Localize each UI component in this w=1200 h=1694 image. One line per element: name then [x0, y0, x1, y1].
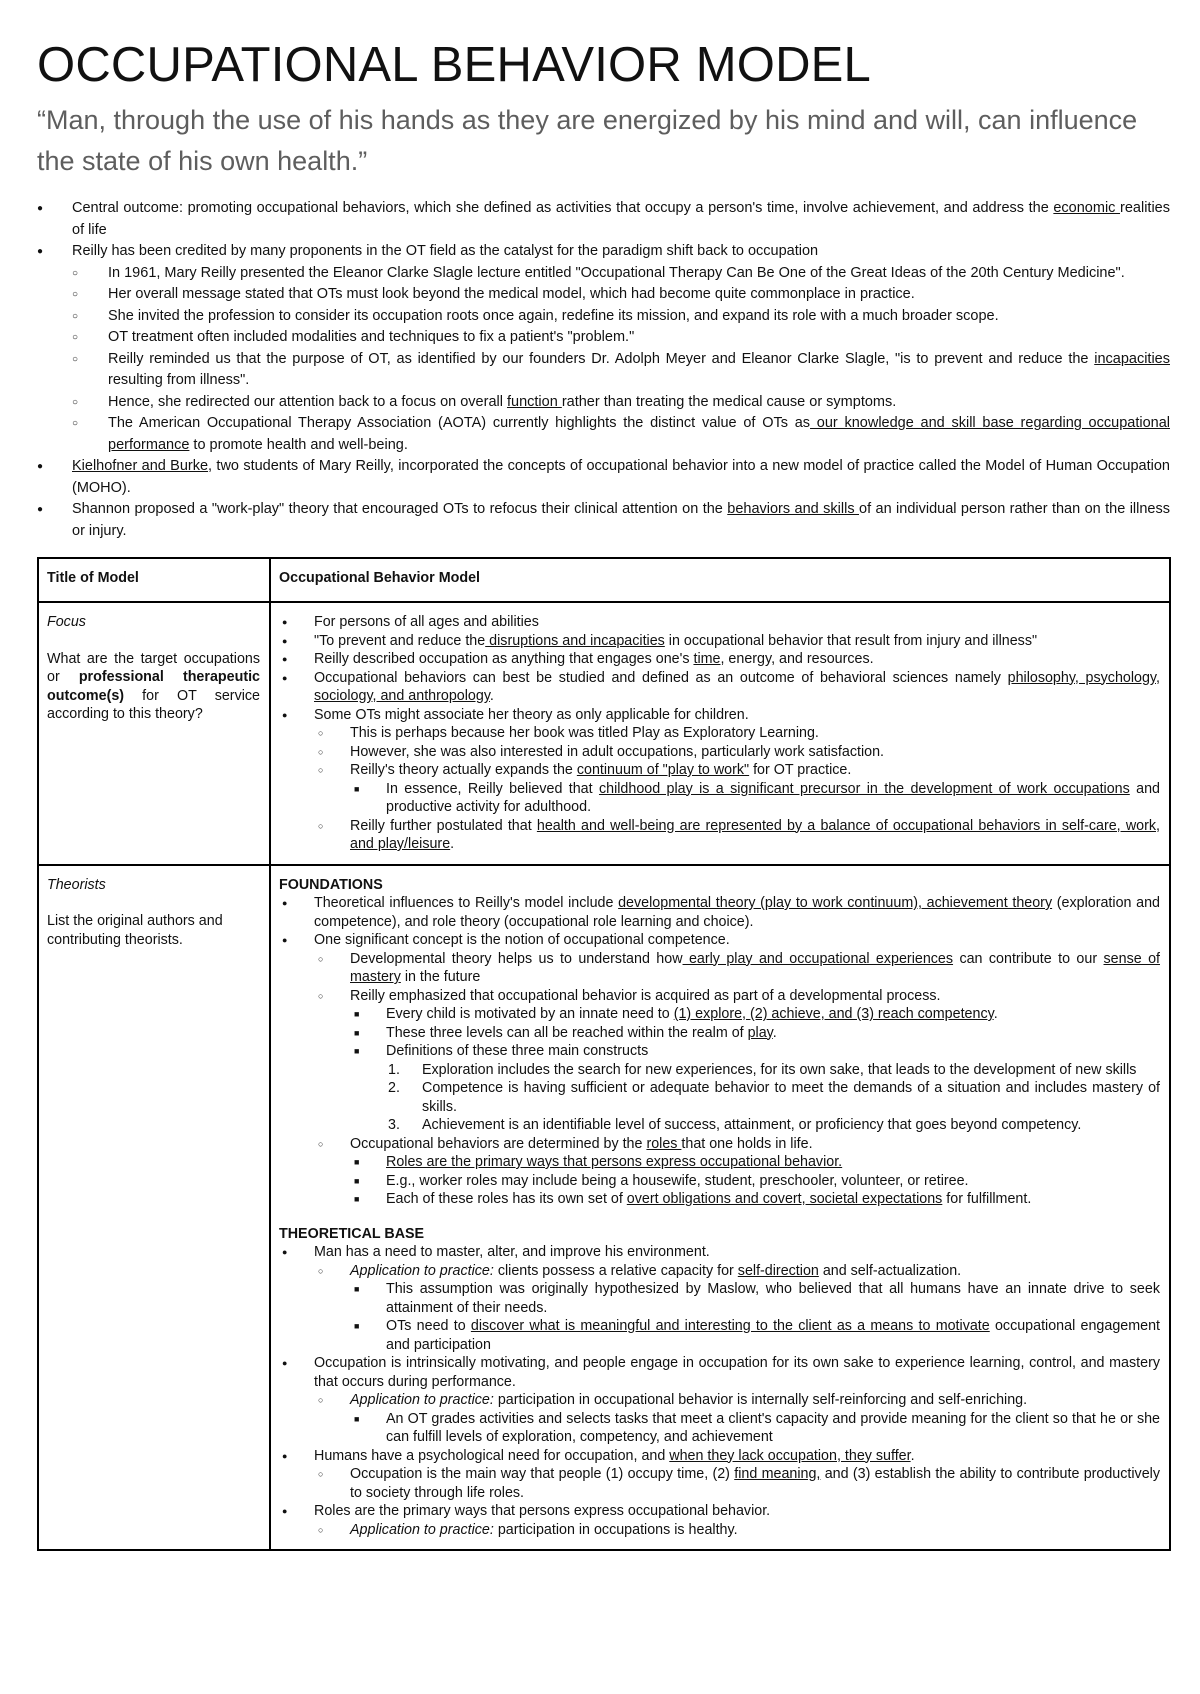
list-item: ● Shannon proposed a "work-play" theory that encouraged OTs to refocus their clinical attention on the behaviors and skills of an individual person rather than on the illness or injury.	[37, 499, 1170, 542]
header-title-of-model: Title of Model	[38, 558, 270, 602]
list-item: 3. Achievement is an identifiable level of success, attainment, or proficiency that goes beyond competency.	[388, 1117, 1082, 1133]
list-item: ○ The American Occupational Therapy Association (AOTA) currently highlights the distinct value of OTs as our knowledge and skill base regarding occupational performance to promote health and well-being.	[72, 413, 1170, 456]
list-item: ■ An OT grades activities and selects tasks that meet a client's capacity and provide meaning for the client so that he or she can fulfill levels of exploration, competency, and achievement	[350, 1410, 1160, 1447]
list-item: ● Man has a need to master, alter, and improve his environment. ○ Application to practice: clients possess a relative capacity for self-direction and self-actualization. ■ This assumption was originally hypothesized by Maslow, who believed that all humans have an innate drive to seek attainment of their needs. ■ OTs need to discover what is meaningful and interesting to the client as a means to motivate occupational engagement and participation	[279, 1243, 1160, 1354]
list-item: ○ In 1961, Mary Reilly presented the Eleanor Clarke Slagle lecture entitled "Occupational Therapy Can Be One of the Great Ideas of the 20th Century Medicine".	[72, 263, 1170, 285]
list-item: ■ In essence, Reilly believed that childhood play is a significant precursor in the development of work occupations and productive activity for adulthood.	[350, 780, 1160, 817]
list-item: ● One significant concept is the notion of occupational competence. ○ Developmental theory helps us to understand how early play and occupational experiences can contribute to our sense of mastery in the future ○ Reilly emphasized that occupational behavior is acquired as part of a developmental process. ■ Every child is motivated by an innate need to (1) explore, (2) achieve, and (3) reach competency. ■ These three levels can all be reached within the realm of play. ■ Definitions of these three main constructs 1. Exploration includes the search for new experiences, for its own sake, that leads to the development of new skills 2. Competence is having sufficient or adequate behavior to meet the demands of a situation and includes mastery of skills. 3. Achievement is an identifiable level of success, attainment, or proficiency that goes beyond competency. ○ Occupational behaviors are determined by the roles that one holds in life. ■ Roles are the primary ways that persons express occupational behavior. ■ E.g., worker roles may include being a housewife, student, preschooler, volunteer, or retiree. ■ Each of these roles has its own set of overt obligations and covert, societal expectations for fulfillment.	[279, 931, 1160, 1209]
intro-list	[37, 198, 1170, 542]
list-item: ● "To prevent and reduce the disruptions and incapacities in occupational behavior that result from injury and illness"	[279, 632, 1160, 651]
quote: “Man, through the use of his hands as they are energized by his mind and will, can influence the state of his own health.”	[37, 105, 1138, 176]
list-item: ○ However, she was also interested in adult occupations, particularly work satisfaction.	[314, 743, 1160, 762]
list-item: ● Occupational behaviors can best be studied and defined as an outcome of behavioral sciences namely philosophy, psychology, sociology, and anthropology.	[279, 669, 1160, 706]
list-item: ○ Reilly reminded us that the purpose of OT, as identified by our founders Dr. Adolph Meyer and Eleanor Clarke Slagle, "is to prevent and reduce the incapacities resulting from illness".	[72, 349, 1170, 392]
foundations-heading: FOUNDATIONS	[279, 876, 383, 893]
table-header-row	[38, 558, 1170, 602]
list-item: ● Reilly described occupation as anything that engages one's time, energy, and resources.	[279, 650, 1160, 669]
theorists-description: List the original authors and contributing theorists.	[47, 913, 223, 948]
list-item: ● Kielhofner and Burke, two students of Mary Reilly, incorporated the concepts of occupational behavior into a new model of practice called the Model of Human Occupation (MOHO).	[37, 456, 1170, 499]
theorists-label: Theorists	[47, 876, 106, 893]
list-item: ● Central outcome: promoting occupational behaviors, which she defined as activities that occupy a person's time, involve achievement, and address the economic realities of life	[37, 198, 1170, 241]
table-row-theorists	[38, 865, 1170, 1551]
theorists-label-cell	[38, 865, 270, 1551]
model-table	[37, 557, 1171, 1551]
list-item: ● Occupation is intrinsically motivating, and people engage in occupation for its own sake to experience learning, control, and mastery that occurs during performance. ○ Application to practice: participation in occupational behavior is internally self-reinforcing and self-enriching. ■ An OT grades activities and selects tasks that meet a client's capacity and provide meaning for the client so that he or she can fulfill levels of exploration, competency, and achievement	[279, 1354, 1160, 1447]
list-item: ■ This assumption was originally hypothesized by Maslow, who believed that all humans have an innate drive to seek attainment of their needs.	[350, 1280, 1160, 1317]
focus-label-cell	[38, 602, 270, 865]
list-item: ○ Application to practice: participation in occupations is healthy.	[314, 1521, 1160, 1540]
list-item: ○ Hence, she redirected our attention back to a focus on overall function rather than treating the medical cause or symptoms.	[72, 392, 1170, 414]
list-item: ○ Developmental theory helps us to understand how early play and occupational experiences can contribute to our sense of mastery in the future	[314, 950, 1160, 987]
list-item: ○ Application to practice: participation in occupational behavior is internally self-reinforcing and self-enriching. ■ An OT grades activities and selects tasks that meet a client's capacity and provide meaning for the client so that he or she can fulfill levels of exploration, competency, and achievement	[314, 1391, 1160, 1447]
list-item: ● Roles are the primary ways that persons express occupational behavior. ○ Application to practice: participation in occupations is healthy.	[279, 1502, 1160, 1539]
list-item: ■ Roles are the primary ways that persons express occupational behavior.	[350, 1153, 1160, 1172]
table-row-focus	[38, 602, 1170, 865]
theoretical-base-heading: THEORETICAL BASE	[279, 1225, 425, 1242]
list-item: ○ OT treatment often included modalities and techniques to fix a patient's "problem."	[72, 327, 1170, 349]
list-item: ● Theoretical influences to Reilly's model include developmental theory (play to work continuum), achievement theory (exploration and competence), and role theory (occupational role learning and choice).	[279, 894, 1160, 931]
list-item: ○ Application to practice: clients possess a relative capacity for self-direction and self-actualization. ■ This assumption was originally hypothesized by Maslow, who believed that all humans have an innate drive to seek attainment of their needs. ■ OTs need to discover what is meaningful and interesting to the client as a means to motivate occupational engagement and participation	[314, 1262, 1160, 1355]
list-item: ● Reilly has been credited by many proponents in the OT field as the catalyst for the paradigm shift back to occupation ○ In 1961, Mary Reilly presented the Eleanor Clarke Slagle lecture entitled "Occupational Therapy Can Be One of the Great Ideas of the 20th Century Medicine". ○ Her overall message stated that OTs must look beyond the medical model, which had become quite commonplace in practice. ○ She invited the profession to consider its occupation roots once again, redefine its mission, and expand its role with a much broader scope. ○ OT treatment often included modalities and techniques to fix a patient's "problem." ○ Reilly reminded us that the purpose of OT, as identified by our founders Dr. Adolph Meyer and Eleanor Clarke Slagle, "is to prevent and reduce the incapacities resulting from illness". ○ Hence, she redirected our attention back to a focus on overall function rather than treating the medical cause or symptoms. ○ The American Occupational Therapy Association (AOTA) currently highlights the distinct value of OTs as our knowledge and skill base regarding occupational performance to promote health and well-being.	[37, 241, 1170, 456]
list-item: 1. Exploration includes the search for new experiences, for its own sake, that leads to the development of new skills	[388, 1061, 1137, 1078]
list-item: ○ This is perhaps because her book was titled Play as Exploratory Learning.	[314, 724, 1160, 743]
list-item: ■ Each of these roles has its own set of overt obligations and covert, societal expectations for fulfillment.	[350, 1190, 1160, 1209]
list-item: ○ Reilly emphasized that occupational behavior is acquired as part of a developmental process. ■ Every child is motivated by an innate need to (1) explore, (2) achieve, and (3) reach competency. ■ These three levels can all be reached within the realm of play. ■ Definitions of these three main constructs 1. Exploration includes the search for new experiences, for its own sake, that leads to the development of new skills 2. Competence is having sufficient or adequate behavior to meet the demands of a situation and includes mastery of skills. 3. Achievement is an identifiable level of success, attainment, or proficiency that goes beyond competency.	[314, 987, 1160, 1135]
list-item: ● For persons of all ages and abilities	[279, 613, 1160, 632]
document-page	[37, 34, 1170, 1551]
sub-list	[72, 263, 1170, 457]
list-item: ■ OTs need to discover what is meaningful and interesting to the client as a means to motivate occupational engagement and participation	[350, 1317, 1160, 1354]
list-item: ○ Occupation is the main way that people (1) occupy time, (2) find meaning, and (3) establish the ability to contribute productively to society through life roles.	[314, 1465, 1160, 1502]
list-item: ■ Definitions of these three main constructs 1. Exploration includes the search for new experiences, for its own sake, that leads to the development of new skills 2. Competence is having sufficient or adequate behavior to meet the demands of a situation and includes mastery of skills. 3. Achievement is an identifiable level of success, attainment, or proficiency that goes beyond competency.	[350, 1042, 1160, 1135]
list-item: ● Some OTs might associate her theory as only applicable for children. ○ This is perhaps because her book was titled Play as Exploratory Learning. ○ However, she was also interested in adult occupations, particularly work satisfaction. ○ Reilly's theory actually expands the continuum of "play to work" for OT practice. ■ In essence, Reilly believed that childhood play is a significant precursor in the development of work occupations and productive activity for adulthood. ○ Reilly further postulated that health and well-being are represented by a balance of occupational behaviors in self-care, work, and play/leisure.	[279, 706, 1160, 854]
list-item: ○ Reilly further postulated that health and well-being are represented by a balance of occupational behaviors in self-care, work, and play/leisure.	[314, 817, 1160, 854]
list-item: ○ Her overall message stated that OTs must look beyond the medical model, which had become quite commonplace in practice.	[72, 284, 1170, 306]
list-item: ■ Every child is motivated by an innate need to (1) explore, (2) achieve, and (3) reach competency.	[350, 1005, 1160, 1024]
focus-label: Focus	[47, 614, 86, 630]
list-item: ■ These three levels can all be reached within the realm of play.	[350, 1024, 1160, 1043]
list-item: ○ She invited the profession to consider its occupation roots once again, redefine its mission, and expand its role with a much broader scope.	[72, 306, 1170, 328]
page-title: OCCUPATIONAL BEHAVIOR MODEL	[37, 38, 871, 92]
theorists-content-cell	[270, 865, 1170, 1551]
list-item: ○ Occupational behaviors are determined by the roles that one holds in life. ■ Roles are the primary ways that persons express occupational behavior. ■ E.g., worker roles may include being a housewife, student, preschooler, volunteer, or retiree. ■ Each of these roles has its own set of overt obligations and covert, societal expectations for fulfillment.	[314, 1135, 1160, 1209]
list-item: 2. Competence is having sufficient or adequate behavior to meet the demands of a situation and includes mastery of skills.	[388, 1080, 1160, 1115]
list-item: ■ E.g., worker roles may include being a housewife, student, preschooler, volunteer, or retiree.	[350, 1172, 1160, 1191]
list-item: ○ Reilly's theory actually expands the continuum of "play to work" for OT practice. ■ In essence, Reilly believed that childhood play is a significant precursor in the development of work occupations and productive activity for adulthood.	[314, 761, 1160, 817]
header-model-name: Occupational Behavior Model	[270, 558, 1170, 602]
focus-question: What are the target occupations or professional therapeutic outcome(s) for OT service according to this theory?	[47, 650, 261, 722]
list-item: ● Humans have a psychological need for occupation, and when they lack occupation, they suffer. ○ Occupation is the main way that people (1) occupy time, (2) find meaning, and (3) establish the ability to contribute productively to society through life roles.	[279, 1447, 1160, 1503]
focus-content-cell	[270, 602, 1170, 865]
